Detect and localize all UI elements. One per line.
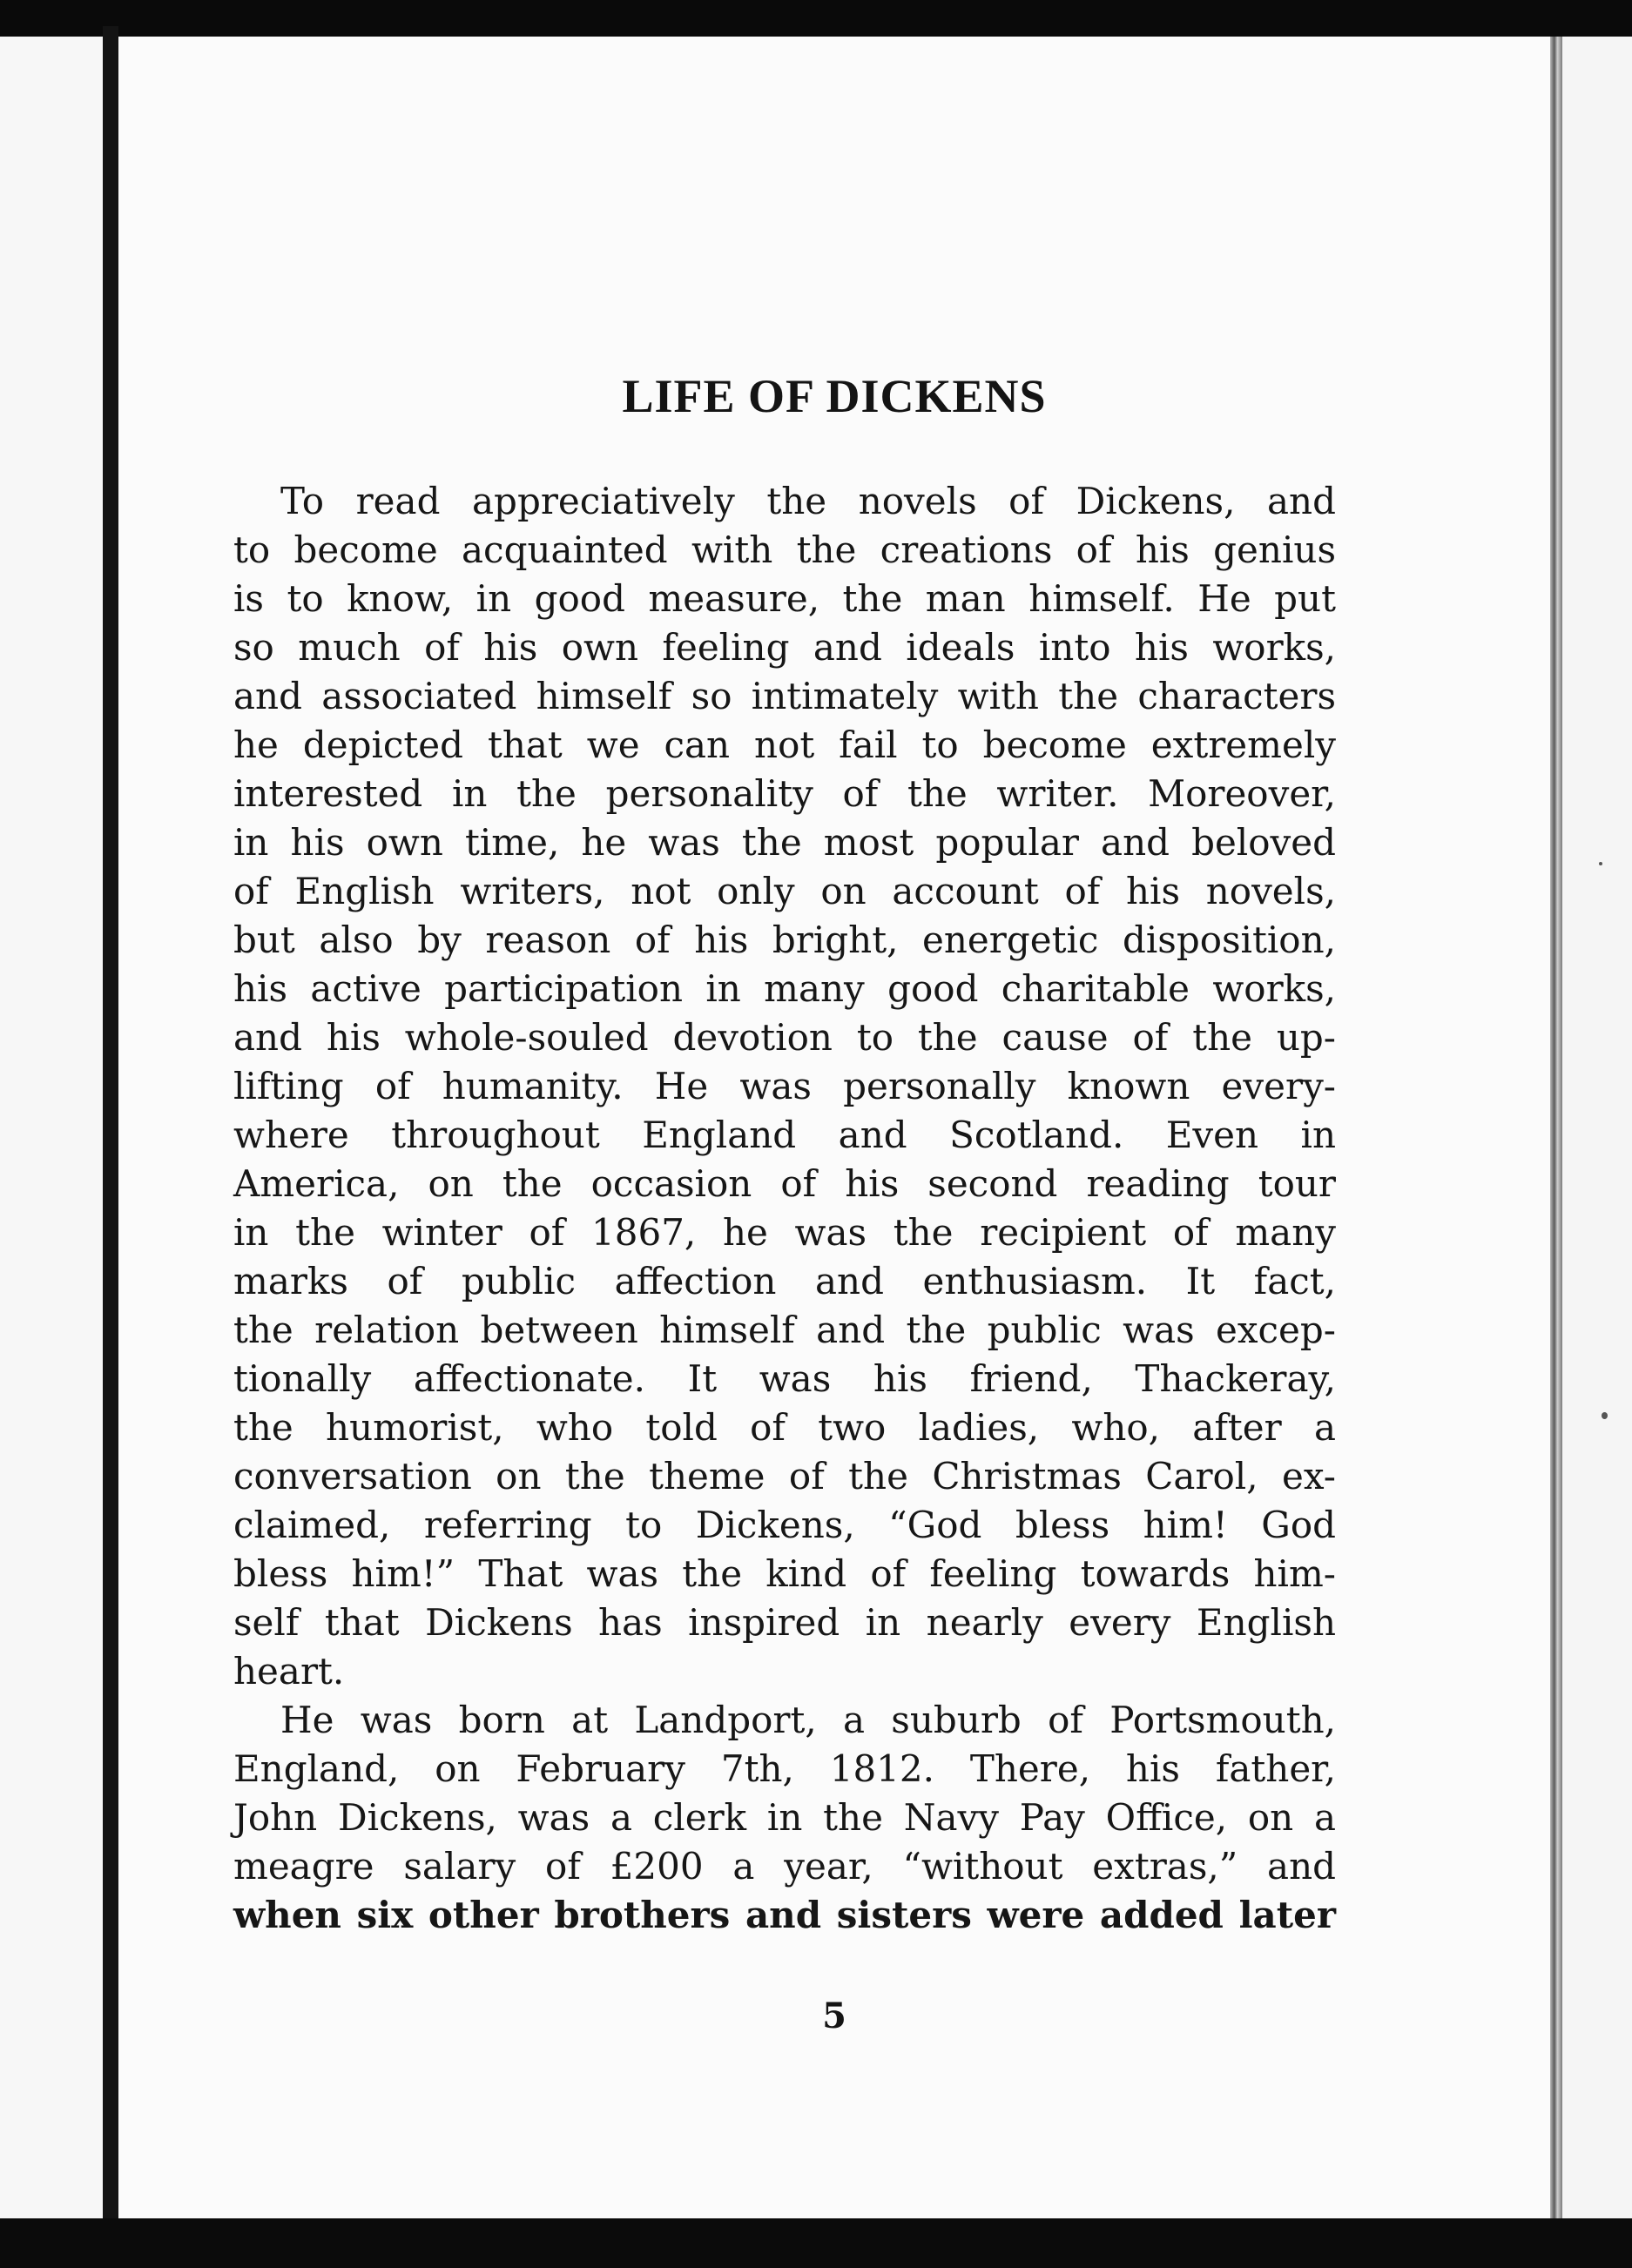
scan-bottom-border [0, 2218, 1632, 2268]
text-line: He was born at Landport, a suburb of Portsmouth, [280, 1699, 1336, 1741]
text-line: heart. [233, 1650, 345, 1693]
text-line: his active participation in many good charitable works, [233, 967, 1336, 1010]
body-text [233, 477, 1336, 1940]
text-line: lifting of humanity. He was personally known every- [233, 1065, 1336, 1107]
text-line: to become acquainted with the creations of his genius [233, 528, 1336, 571]
book-gutter [103, 26, 118, 2220]
text-line: the humorist, who told of two ladies, who, after a [233, 1406, 1336, 1449]
text-line: and his whole-souled devotion to the cause of the up- [233, 1016, 1336, 1059]
dust-speck [1602, 1412, 1608, 1419]
text-line: and associated himself so intimately with the characters [233, 675, 1336, 717]
text-line: in the winter of 1867, he was the recipient of many [233, 1211, 1336, 1254]
page-stack-edge [1550, 37, 1562, 2218]
chapter-title: LIFE OF DICKENS [622, 370, 1047, 422]
text-line: claimed, referring to Dickens, “God bless him! God [233, 1504, 1336, 1546]
text-line: tionally affectionate. It was his friend, Thackeray, [233, 1357, 1336, 1400]
text-line: self that Dickens has inspired in nearly every English [233, 1601, 1336, 1644]
text-line: meagre salary of £200 a year, “without extras,” and [233, 1845, 1336, 1888]
text-line: when six other brothers and sisters were added later [233, 1894, 1336, 1936]
text-line: interested in the personality of the writer. Moreover, [233, 772, 1336, 815]
facing-page-edge [0, 37, 103, 2218]
text-line: John Dickens, was a clerk in the Navy Pay Office, on a [233, 1796, 1336, 1839]
text-line: in his own time, he was the most popular and beloved [233, 821, 1336, 864]
scan-top-border [0, 0, 1632, 37]
text-line: England, on February 7th, 1812. There, his father, [233, 1747, 1336, 1790]
text-line: of English writers, not only on account of his novels, [233, 870, 1336, 912]
text-line: so much of his own feeling and ideals into his works, [233, 626, 1336, 669]
text-line: America, on the occasion of his second reading tour [233, 1162, 1336, 1205]
text-line: he depicted that we can not fail to become extremely [233, 723, 1336, 766]
text-line: the relation between himself and the public was excep- [233, 1309, 1336, 1351]
text-line: conversation on the theme of the Christmas Carol, ex- [233, 1455, 1336, 1497]
text-line: where throughout England and Scotland. Even in [233, 1114, 1336, 1156]
text-line: bless him!” That was the kind of feeling towards him- [233, 1552, 1336, 1595]
scan-right-margin [1562, 37, 1632, 2218]
text-line: To read appreciatively the novels of Dickens, and [280, 480, 1336, 522]
text-line: is to know, in good measure, the man himself. He put [233, 577, 1336, 620]
text-line: but also by reason of his bright, energetic disposition, [233, 919, 1336, 961]
text-line: marks of public affection and enthusiasm. It fact, [233, 1260, 1336, 1302]
page-number: 5 [822, 1995, 846, 2036]
dust-speck [1599, 862, 1602, 865]
